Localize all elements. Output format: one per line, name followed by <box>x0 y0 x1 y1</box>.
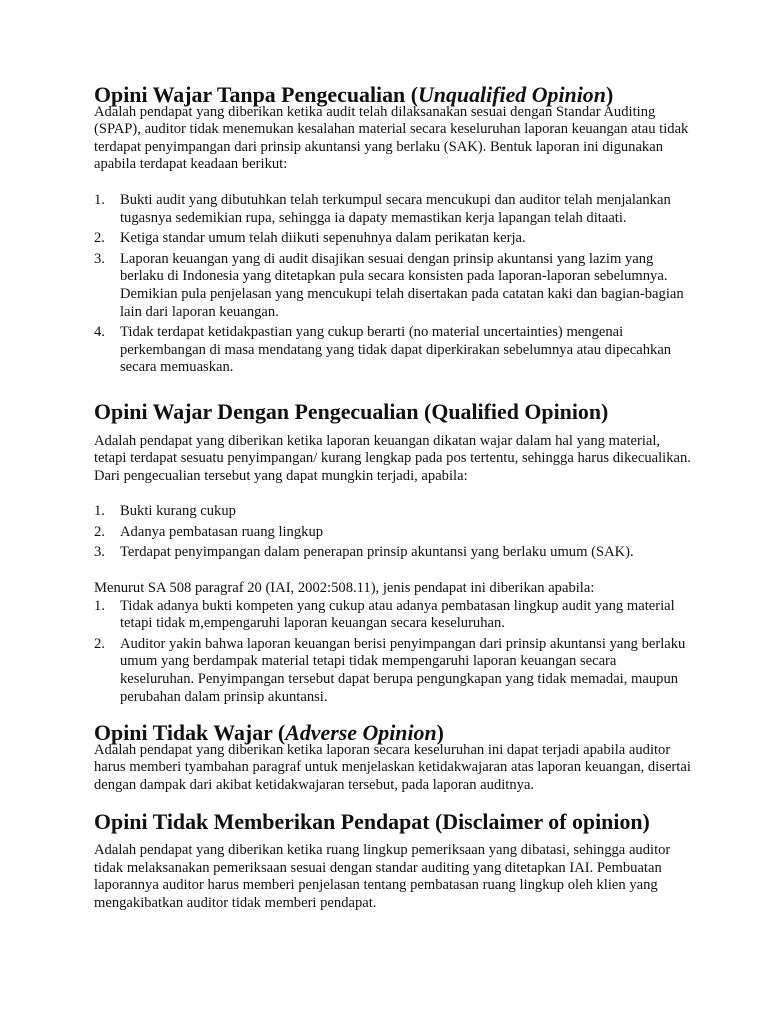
list-item: 1. Tidak adanya bukti kompeten yang cukup atau adanya pembatasan lingkup audit yang material tetapi tidak m,empengaruhi laporan keuangan secara keseluruhan. <box>94 597 675 632</box>
list-item: 1. Bukti audit yang dibutuhkan telah terkumpul secara mencukupi dan auditor telah menjalankan tugasnya sedemikian rupa, sehingga ia dapaty memastikan kerja lapangan telah ditaati. <box>94 191 671 226</box>
list-item: 1. Bukti kurang cukup <box>94 503 236 520</box>
list-item: 3. Laporan keuangan yang di audit disajikan sesuai dengan prinsip akuntansi yang lazim yang berlaku di Indonesia yang ditetapkan pula secara konsisten pada laporan-laporan sebelumnya. Demikian pula penjelasan yang mencukupi telah disertakan pada catatan kaki dan bagian-bagian lain dari laporan keuangan. <box>94 250 684 320</box>
paragraph-qualified-intro: Adalah pendapat yang diberikan ketika laporan keuangan dikatan wajar dalam hal yang material, tetapi terdapat sesuatu penyimpangan/ kurang lengkap pada pos tertentu, sehingga harus dikecualikan. Dari pengecualian tersebut yang dapat mungkin terjadi, apabila: <box>94 432 691 484</box>
document-page <box>94 82 694 913</box>
list-item: 2. Adanya pembatasan ruang lingkup <box>94 523 324 540</box>
heading-disclaimer-opinion: Opini Tidak Memberikan Pendapat (Disclaimer of opinion) <box>94 808 650 834</box>
list-item: 2. Ketiga standar umum telah diikuti sepenuhnya dalam perikatan kerja. <box>94 230 526 247</box>
list-item: 3. Terdapat penyimpangan dalam penerapan prinsip akuntansi yang berlaku umum (SAK). <box>94 544 634 561</box>
heading-unqualified-opinion: Opini Wajar Tanpa Pengecualian (Unqualified Opinion) <box>94 82 614 107</box>
paragraph-adverse-intro: Adalah pendapat yang diberikan ketika laporan secara keseluruhan ini dapat terjadi apabila auditor harus memberi tyambahan paragraf untuk menjelaskan ketidakwajaran atas laporan keuangan, disertai dengan dampak dari akibat ketidakwajaran tersebut, pada laporan auditnya. <box>94 741 691 793</box>
heading-qualified-opinion: Opini Wajar Dengan Pengecualian (Qualified Opinion) <box>94 398 609 424</box>
paragraph-unqualified-intro: Adalah pendapat yang diberikan ketika audit telah dilaksanakan sesuai dengan Standar Auditing (SPAP), auditor tidak menemukan kesalahan material secara keseluruhan laporan keuangan atau tidak terdapat penyimpangan dari prinsip akuntansi yang berlaku (SAK). Bentuk laporan ini digunakan apabila terdapat keadaan berikut: <box>94 103 689 173</box>
list-item: 4. Tidak terdapat ketidakpastian yang cukup berarti (no material uncertainties) mengenai perkembangan di masa mendatang yang tidak dapat diperkirakan sebelumnya atau dipecahkan secara memuaskan. <box>94 324 672 376</box>
list-qualified-conditions <box>94 503 694 562</box>
list-sa508-conditions <box>94 598 694 707</box>
paragraph-disclaimer-intro: Adalah pendapat yang diberikan ketika ruang lingkup pemeriksaan yang dibatasi, sehingga auditor tidak melaksanakan pemeriksaan sesuai dengan standar auditing yang ditetapkan IAI. Pembuatan laporannya auditor harus memberi penjelasan tentang pembatasan ruang lingkup oleh klien yang mengakibatkan auditor tidak memberi pendapat. <box>94 842 671 911</box>
heading-adverse-opinion: Opini Tidak Wajar (Adverse Opinion) <box>94 720 444 746</box>
list-item: 2. Auditor yakin bahwa laporan keuangan berisi penyimpangan dari prinsip akuntansi yang berlaku umum yang berdampak material tetapi tidak mempengaruhi laporan keuangan secara keseluruhan. Penyimpangan tersebut dapat berupa pengungkapan yang tidak memadai, maupun perubahan dalam prinsip akuntansi. <box>94 635 686 705</box>
paragraph-sa508-intro: Menurut SA 508 paragraf 20 (IAI, 2002:508.11), jenis pendapat ini diberikan apabila: <box>94 580 595 597</box>
list-unqualified-conditions <box>94 192 694 377</box>
